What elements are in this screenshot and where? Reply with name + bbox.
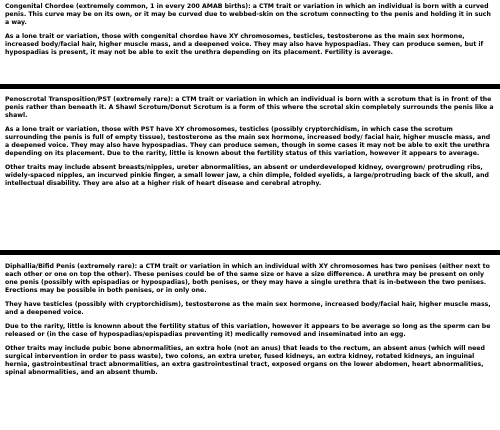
chordee-lone-trait-paragraph: As a lone trait or variation, those with congenital chordee have XY chromosomes, testicles, testosterone as the main sex hormone, increased body/facial hair, higher muscle mass, and a deepened voice. They may also have hypospadias. They can produce semen, but if hypospadias is present, it may not be able to exit the urethra depending on its placement. Fertility is average. xyxy=(5,33,484,56)
diphallia-section xyxy=(0,263,500,383)
section-divider xyxy=(0,250,500,255)
section-divider xyxy=(0,84,500,89)
diphallia-traits-paragraph: They have testicles (possibly with cryptorchidism), testosterone as the main sex hormone, increased body/facial hair, higher muscle mass, and a deepened voice. xyxy=(5,301,491,316)
chordee-definition-paragraph: Congenital Chordee (extremely common, 1 in every 200 AMAB births): a CTM trait or variation in which an individual is born with a curved penis. This curve may be on its own, or it may be curved due to webbed-skin on the scrotum connecting to the penis and holding it in such a way. xyxy=(5,3,491,26)
pst-lone-trait-paragraph: As a lone trait or variation, those with PST have XY chromosomes, testicles (possibly cryptorchidism, in which case the scrotum surrounding the penis is full of empty tissue), testosterone as the main sex hormone, increased body/ facial hair, higher muscle mass, and a deepened voice. They may also have hypospadias. They can produce semen, though in some cases it may not be able to exit the urethra depending on its placement. Due to the rarity, little is known about the fertility status of this variation, however it appears to average. xyxy=(5,126,491,157)
congenital-chordee-section xyxy=(0,3,500,63)
diphallia-definition-paragraph: Diphallia/Bifid Penis (extremely rare): a CTM trait or variation in which an individual with XY chromosomes has two penises (either next to each other or one on top the other). These penises could be of the same size or have a size difference. A urethra may be present on only one penis (possibly with epispadias or hypospadias), both penises, or they may have a single urethra that is in-between the two penises. Erections may be possible in both penises, or in only one. xyxy=(5,263,490,294)
pst-other-traits-paragraph: Other traits may include absent breasts/nipples, ureter abnormalities, an absent or underdeveloped kidney, overgrown/ protruding ribs, widely-spaced nipples, an incurved pinkie finger, a small lower jaw, a chin dimple, folded eyelids, a large/protruding back of the skull, and intellectual disability. They are also at a higher risk of heart disease and cerebral atrophy. xyxy=(5,164,489,187)
pst-section xyxy=(0,96,500,194)
pst-definition-paragraph: Penoscrotal Transposition/PST (extremely rare): a CTM trait or variation in which an individual is born with a scrotum that is in front of the penis rather than beneath it. A Shawl Scrotum/Donut Scrotum is a form of this where the scrotal skin completely surrounds the penis like a shawl. xyxy=(5,96,494,119)
diphallia-other-traits-paragraph: Other traits may include pubic bone abnormalities, an extra hole (not an anus) that leads to the rectum, an absent anus (which will need surgical intervention in order to pass waste), two colons, an extra ureter, fused kidneys, an extra kidney, rotated kidneys, an inguinal hernia, gastrointestinal tract abnormalities, an extra gastrointestinal tract, exposed organs on the lower abdomen, heart abnormalities, spinal abnormalities, and an absent thumb. xyxy=(5,345,485,376)
diphallia-fertility-paragraph: Due to the rarity, little is knownn about the fertility status of this variation, however it appears to be average so long as the sperm can be released or (in the case of hypospadias/epispadias preventing it) medically removed and inseminated into an egg. xyxy=(5,323,491,338)
